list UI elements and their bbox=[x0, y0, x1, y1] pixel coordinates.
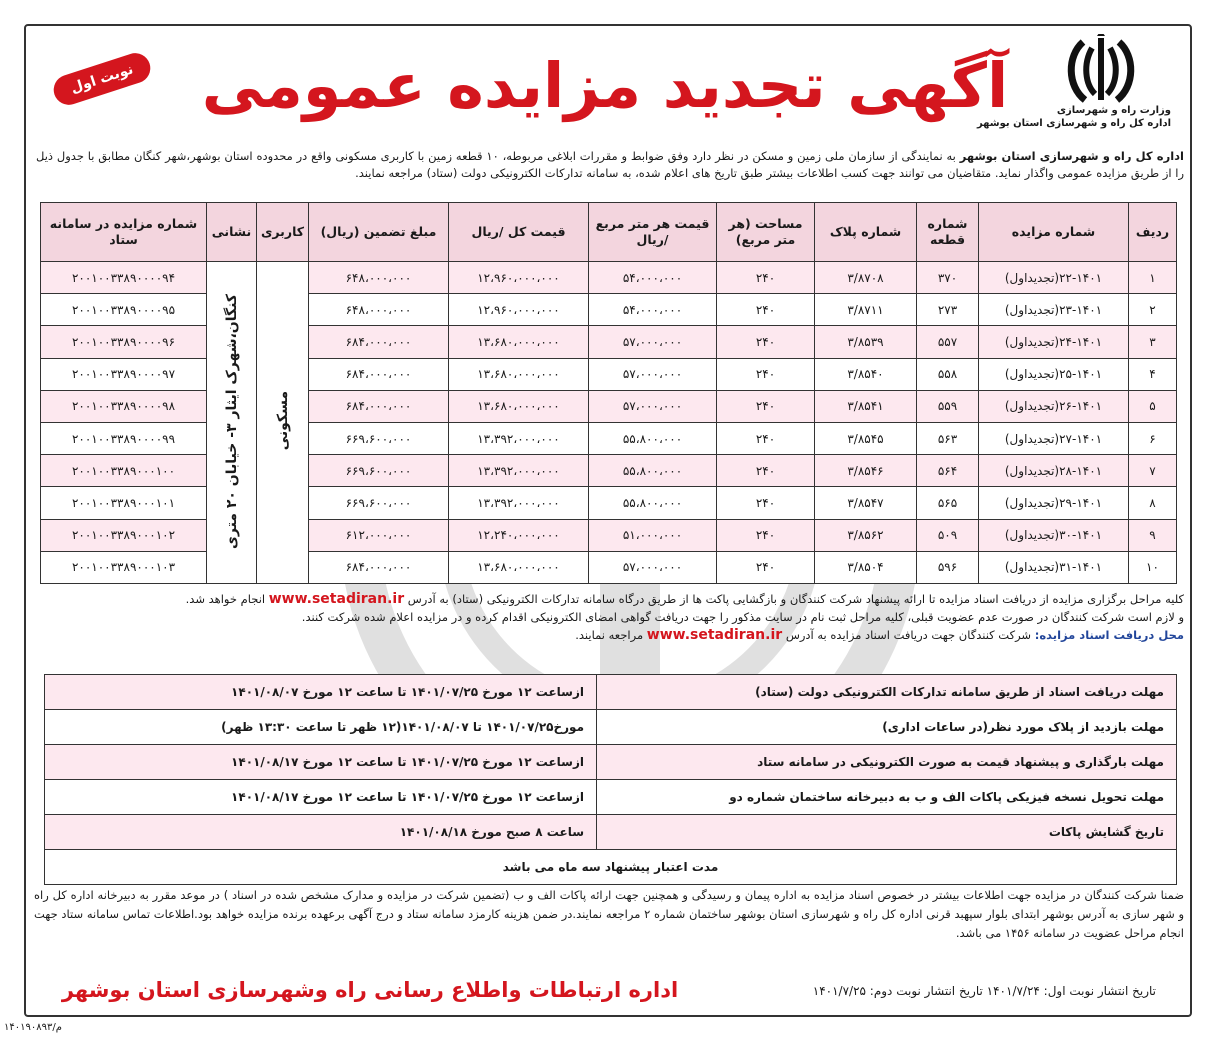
cell-total-price: ۱۳،۳۹۲،۰۰۰،۰۰۰ bbox=[449, 422, 589, 454]
cell-price-per-m2: ۵۱،۰۰۰،۰۰۰ bbox=[589, 519, 717, 551]
cell-plot-number: ۵۵۷ bbox=[917, 326, 979, 358]
cell-area: ۲۴۰ bbox=[717, 422, 815, 454]
cell-area: ۲۴۰ bbox=[717, 294, 815, 326]
schedule-label: مهلت بازدید از پلاک مورد نظر(در ساعات اداری) bbox=[597, 710, 1177, 745]
cell-plaque-number: ۳/۸۵۴۶ bbox=[815, 455, 917, 487]
cell-plot-number: ۵۰۹ bbox=[917, 519, 979, 551]
cell-plot-number: ۵۵۸ bbox=[917, 358, 979, 390]
cell-setad-number: ۲۰۰۱۰۰۳۳۸۹۰۰۰۰۹۵ bbox=[41, 294, 207, 326]
cell-auction-number: ۲۲-۱۴۰۱(تجدیداول) bbox=[979, 262, 1129, 294]
cell-plaque-number: ۳/۸۵۴۷ bbox=[815, 487, 917, 519]
cell-guarantee-amount: ۶۱۲،۰۰۰،۰۰۰ bbox=[309, 519, 449, 551]
setad-link-2[interactable]: www.setadiran.ir bbox=[646, 627, 783, 643]
intro-lead: اداره کل راه و شهرسازی استان بوشهر bbox=[959, 149, 1184, 163]
cell-auction-number: ۳۰-۱۴۰۱(تجدیداول) bbox=[979, 519, 1129, 551]
ministry-line-2: اداره کل راه و شهرسازی استان بوشهر bbox=[976, 118, 1171, 129]
notes-line-1 bbox=[34, 590, 1184, 608]
cell-area: ۲۴۰ bbox=[717, 455, 815, 487]
cell-guarantee-amount: ۶۴۸،۰۰۰،۰۰۰ bbox=[309, 262, 449, 294]
cell-price-per-m2: ۵۷،۰۰۰،۰۰۰ bbox=[589, 390, 717, 422]
publisher-office: اداره ارتباطات واطلاع رسانی راه وشهرسازی استان بوشهر bbox=[61, 978, 679, 1002]
cell-row-number: ۱۰ bbox=[1129, 551, 1177, 583]
cell-row-number: ۴ bbox=[1129, 358, 1177, 390]
cell-price-per-m2: ۵۵،۸۰۰،۰۰۰ bbox=[589, 455, 717, 487]
schedule-value: ساعت ۸ صبح مورخ ۱۴۰۱/۰۸/۱۸ bbox=[45, 815, 597, 850]
header-setad-number: شماره مزایده در سامانه ستاد bbox=[41, 203, 207, 262]
cell-row-number: ۷ bbox=[1129, 455, 1177, 487]
auction-table-body bbox=[41, 262, 1177, 584]
publication-dates: تاریخ انتشار نوبت اول: ۱۴۰۱/۷/۲۴ تاریخ انتشار نوبت دوم: ۱۴۰۱/۷/۲۵ bbox=[812, 984, 1156, 998]
document-location-label: محل دریافت اسناد مزایده: bbox=[1034, 628, 1184, 642]
header-row-number: ردیف bbox=[1129, 203, 1177, 262]
cell-price-per-m2: ۵۴،۰۰۰،۰۰۰ bbox=[589, 294, 717, 326]
cell-price-per-m2: ۵۵،۸۰۰،۰۰۰ bbox=[589, 422, 717, 454]
notes-line-2: و لازم است شرکت کنندگان در صورت عدم عضویت قبلی، کلیه مراحل ثبت نام در سایت مذکور را جهت دریافت گواهی امضای الکترونیکی اقدام کرده و در مزایده اعلام شده شرکت کنند. bbox=[301, 610, 1184, 624]
schedule-value: ازساعت ۱۲ مورخ ۱۴۰۱/۰۷/۲۵ تا ساعت ۱۲ مورخ ۱۴۰۱/۰۸/۱۷ bbox=[45, 745, 597, 780]
notes-line-3 bbox=[34, 626, 1184, 644]
cell-guarantee-amount: ۶۸۴،۰۰۰،۰۰۰ bbox=[309, 358, 449, 390]
cell-guarantee-amount: ۶۴۸،۰۰۰،۰۰۰ bbox=[309, 294, 449, 326]
cell-price-per-m2: ۵۷،۰۰۰،۰۰۰ bbox=[589, 358, 717, 390]
setad-link[interactable]: www.setadiran.ir bbox=[268, 591, 405, 607]
header-plaque-number: شماره پلاک bbox=[815, 203, 917, 262]
first-publication-badge: نوبت اول bbox=[50, 49, 154, 108]
cell-row-number: ۶ bbox=[1129, 422, 1177, 454]
procedure-notes bbox=[34, 590, 1184, 644]
cell-plaque-number: ۳/۸۵۰۴ bbox=[815, 551, 917, 583]
cell-auction-number: ۲۳-۱۴۰۱(تجدیداول) bbox=[979, 294, 1129, 326]
header-price-per-m2: قیمت هر متر مربع /ریال bbox=[589, 203, 717, 262]
cell-auction-number: ۳۱-۱۴۰۱(تجدیداول) bbox=[979, 551, 1129, 583]
cell-total-price: ۱۳،۶۸۰،۰۰۰،۰۰۰ bbox=[449, 551, 589, 583]
header-auction-number: شماره مزایده bbox=[979, 203, 1129, 262]
notes-line-3-text: شرکت کنندگان جهت دریافت اسناد مزایده به آدرس bbox=[785, 628, 1032, 642]
cell-guarantee-amount: ۶۶۹،۶۰۰،۰۰۰ bbox=[309, 455, 449, 487]
table-header-row bbox=[41, 203, 1177, 262]
cell-plot-number: ۳۷۰ bbox=[917, 262, 979, 294]
cell-plot-number: ۲۷۳ bbox=[917, 294, 979, 326]
cell-auction-number: ۲۶-۱۴۰۱(تجدیداول) bbox=[979, 390, 1129, 422]
cell-total-price: ۱۲،۹۶۰،۰۰۰،۰۰۰ bbox=[449, 294, 589, 326]
cell-plot-number: ۵۵۹ bbox=[917, 390, 979, 422]
cell-total-price: ۱۲،۹۶۰،۰۰۰،۰۰۰ bbox=[449, 262, 589, 294]
cell-price-per-m2: ۵۴،۰۰۰،۰۰۰ bbox=[589, 262, 717, 294]
schedule-row-validity bbox=[45, 850, 1177, 885]
cell-price-per-m2: ۵۷،۰۰۰،۰۰۰ bbox=[589, 551, 717, 583]
cell-guarantee-amount: ۶۶۹،۶۰۰،۰۰۰ bbox=[309, 422, 449, 454]
schedule-label: مهلت دریافت اسناد از طریق سامانه تدارکات الکترونیکی دولت (ستاد) bbox=[597, 675, 1177, 710]
cell-area: ۲۴۰ bbox=[717, 487, 815, 519]
cell-area: ۲۴۰ bbox=[717, 326, 815, 358]
schedule-value: ازساعت ۱۲ مورخ ۱۴۰۱/۰۷/۲۵ تا ساعت ۱۲ مورخ ۱۴۰۱/۰۸/۰۷ bbox=[45, 675, 597, 710]
intro-text: به نمایندگی از سازمان ملی زمین و مسکن در نظر دارد وفق ضوابط و مقررات ابلاغی مربوطه، ۱۰ قطعه زمین با کاربری مسکونی واقع در محدوده استان بوشهر،شهر کنگان مطابق با جدول ذیل را از طریق مزایده عمومی واگذار نماید. متقاضیان می توانند جهت کسب اطلاعات بیشتر طبق تاریخ های اعلام شده، به سامانه تدارکات الکترونیکی دولت (ستاد) مراجعه نمایند. bbox=[36, 149, 1184, 180]
cell-guarantee-amount: ۶۸۴،۰۰۰،۰۰۰ bbox=[309, 390, 449, 422]
cell-guarantee-amount: ۶۶۹،۶۰۰،۰۰۰ bbox=[309, 487, 449, 519]
schedule-value: مورخ۱۴۰۱/۰۷/۲۵ تا ۱۴۰۱/۰۸/۰۷(۱۲ ظهر تا ساعت ۱۳:۳۰ ظهر) bbox=[45, 710, 597, 745]
cell-plot-number: ۵۶۳ bbox=[917, 422, 979, 454]
footnote-paragraph: ضمنا شرکت کنندگان در مزایده جهت اطلاعات بیشتر در خصوص اسناد مزایده به اداره پیمان و رسیدگی و همچنین جهت ارائه پاکات الف و ب (تضمین شرکت در مزایده و مدارک مشخص شده در اسناد ) در موعد مقرر به دبیرخانه اداره کل راه و شهر سازی به آدرس بوشهر ابتدای بلوار سپهبد قرنی اداره کل راه و شهرسازی استان بوشهر ساختمان شماره ۲ مراجعه نمایند.در ضمن هزینه کارمزد سامانه ستاد و درج آگهی برعهده برنده مزایده خواهد بود.اطلاعات تماس سامانه ستاد جهت انجام مراحل عضویت در سامانه ۱۴۵۶ می باشد. bbox=[34, 888, 1185, 940]
iran-emblem-icon bbox=[1061, 34, 1141, 108]
cell-usage bbox=[257, 262, 309, 584]
cell-auction-number: ۲۴-۱۴۰۱(تجدیداول) bbox=[979, 326, 1129, 358]
cell-setad-number: ۲۰۰۱۰۰۳۳۸۹۰۰۰۰۹۴ bbox=[41, 262, 207, 294]
schedule-row bbox=[45, 675, 1177, 710]
cell-total-price: ۱۳،۳۹۲،۰۰۰،۰۰۰ bbox=[449, 487, 589, 519]
schedule-table-body bbox=[45, 675, 1177, 885]
cell-area: ۲۴۰ bbox=[717, 551, 815, 583]
cell-total-price: ۱۳،۶۸۰،۰۰۰،۰۰۰ bbox=[449, 358, 589, 390]
header-area: مساحت (هر متر مربع) bbox=[717, 203, 815, 262]
cell-setad-number: ۲۰۰۱۰۰۳۳۸۹۰۰۰۰۹۶ bbox=[41, 326, 207, 358]
page-title: آگهی تجدید مزایده عمومی bbox=[201, 49, 1009, 122]
cell-total-price: ۱۲،۲۴۰،۰۰۰،۰۰۰ bbox=[449, 519, 589, 551]
cell-setad-number: ۲۰۰۱۰۰۳۳۸۹۰۰۰۱۰۱ bbox=[41, 487, 207, 519]
schedule-row bbox=[45, 815, 1177, 850]
notes-line-3-end: مراجعه نمایند. bbox=[575, 628, 644, 642]
address-text: کنگان،شهرک ایثار ۳- خیابان ۲۰ متری bbox=[223, 293, 240, 549]
cell-auction-number: ۲۸-۱۴۰۱(تجدیداول) bbox=[979, 455, 1129, 487]
cell-total-price: ۱۳،۳۹۲،۰۰۰،۰۰۰ bbox=[449, 455, 589, 487]
cell-price-per-m2: ۵۷،۰۰۰،۰۰۰ bbox=[589, 326, 717, 358]
ministry-line-1: وزارت راه و شهرسازی bbox=[1056, 105, 1171, 116]
cell-auction-number: ۲۵-۱۴۰۱(تجدیداول) bbox=[979, 358, 1129, 390]
intro-paragraph bbox=[36, 148, 1184, 182]
notes-line-1-end: انجام خواهد شد. bbox=[185, 592, 266, 606]
cell-setad-number: ۲۰۰۱۰۰۳۳۸۹۰۰۰۱۰۳ bbox=[41, 551, 207, 583]
cell-auction-number: ۲۷-۱۴۰۱(تجدیداول) bbox=[979, 422, 1129, 454]
cell-plot-number: ۵۶۴ bbox=[917, 455, 979, 487]
header-usage: کاربری bbox=[257, 203, 309, 262]
cell-plot-number: ۵۶۵ bbox=[917, 487, 979, 519]
cell-setad-number: ۲۰۰۱۰۰۳۳۸۹۰۰۰۰۹۸ bbox=[41, 390, 207, 422]
header-total-price: قیمت کل /ریال bbox=[449, 203, 589, 262]
cell-setad-number: ۲۰۰۱۰۰۳۳۸۹۰۰۰۰۹۹ bbox=[41, 422, 207, 454]
cell-plaque-number: ۳/۸۷۰۸ bbox=[815, 262, 917, 294]
schedule-label: تاریخ گشایش پاکات bbox=[597, 815, 1177, 850]
header-guarantee: مبلغ تضمین (ریال) bbox=[309, 203, 449, 262]
cell-row-number: ۸ bbox=[1129, 487, 1177, 519]
cell-plaque-number: ۳/۸۷۱۱ bbox=[815, 294, 917, 326]
cell-row-number: ۹ bbox=[1129, 519, 1177, 551]
cell-area: ۲۴۰ bbox=[717, 358, 815, 390]
cell-setad-number: ۲۰۰۱۰۰۳۳۸۹۰۰۰۱۰۲ bbox=[41, 519, 207, 551]
cell-plaque-number: ۳/۸۵۴۵ bbox=[815, 422, 917, 454]
cell-auction-number: ۲۹-۱۴۰۱(تجدیداول) bbox=[979, 487, 1129, 519]
cell-total-price: ۱۳،۶۸۰،۰۰۰،۰۰۰ bbox=[449, 326, 589, 358]
schedule-value: ازساعت ۱۲ مورخ ۱۴۰۱/۰۷/۲۵ تا ساعت ۱۲ مورخ ۱۴۰۱/۰۸/۱۷ bbox=[45, 780, 597, 815]
cell-total-price: ۱۳،۶۸۰،۰۰۰،۰۰۰ bbox=[449, 390, 589, 422]
cell-row-number: ۱ bbox=[1129, 262, 1177, 294]
header-plot-number: شماره قطعه bbox=[917, 203, 979, 262]
cell-area: ۲۴۰ bbox=[717, 262, 815, 294]
cell-plaque-number: ۳/۸۵۶۲ bbox=[815, 519, 917, 551]
cell-plaque-number: ۳/۸۵۴۱ bbox=[815, 390, 917, 422]
cell-guarantee-amount: ۶۸۴،۰۰۰،۰۰۰ bbox=[309, 326, 449, 358]
usage-text: مسکونی bbox=[274, 391, 291, 451]
cell-row-number: ۵ bbox=[1129, 390, 1177, 422]
validity-period: مدت اعتبار پیشنهاد سه ماه می باشد bbox=[45, 850, 1177, 885]
cell-row-number: ۳ bbox=[1129, 326, 1177, 358]
auction-table bbox=[40, 202, 1177, 584]
cell-price-per-m2: ۵۵،۸۰۰،۰۰۰ bbox=[589, 487, 717, 519]
cell-area: ۲۴۰ bbox=[717, 519, 815, 551]
header-address: نشانی bbox=[207, 203, 257, 262]
schedule-row bbox=[45, 780, 1177, 815]
schedule-row bbox=[45, 745, 1177, 780]
cell-row-number: ۲ bbox=[1129, 294, 1177, 326]
schedule-table bbox=[44, 674, 1177, 885]
cell-plot-number: ۵۹۶ bbox=[917, 551, 979, 583]
schedule-label: مهلت بارگذاری و پیشنهاد قیمت به صورت الکترونیکی در سامانه ستاد bbox=[597, 745, 1177, 780]
cell-plaque-number: ۳/۸۵۳۹ bbox=[815, 326, 917, 358]
cell-setad-number: ۲۰۰۱۰۰۳۳۸۹۰۰۰۱۰۰ bbox=[41, 455, 207, 487]
cell-plaque-number: ۳/۸۵۴۰ bbox=[815, 358, 917, 390]
cell-address bbox=[207, 262, 257, 584]
cell-area: ۲۴۰ bbox=[717, 390, 815, 422]
cell-setad-number: ۲۰۰۱۰۰۳۳۸۹۰۰۰۰۹۷ bbox=[41, 358, 207, 390]
notes-line-1-text: کلیه مراحل برگزاری مزایده از دریافت اسناد مزایده تا ارائه پیشنهاد شرکت کنندگان و بازگشایی پاکت ها از طریق درگاه سامانه تدارکات الکترونیکی (ستاد) به آدرس bbox=[407, 592, 1184, 606]
ad-code: م/۱۴۰۱۹۰۸۹۳ bbox=[4, 1022, 62, 1033]
table-row bbox=[41, 262, 1177, 294]
schedule-row bbox=[45, 710, 1177, 745]
schedule-label: مهلت تحویل نسخه فیزیکی پاکات الف و ب به دبیرخانه ساختمان شماره دو bbox=[597, 780, 1177, 815]
cell-guarantee-amount: ۶۸۴،۰۰۰،۰۰۰ bbox=[309, 551, 449, 583]
